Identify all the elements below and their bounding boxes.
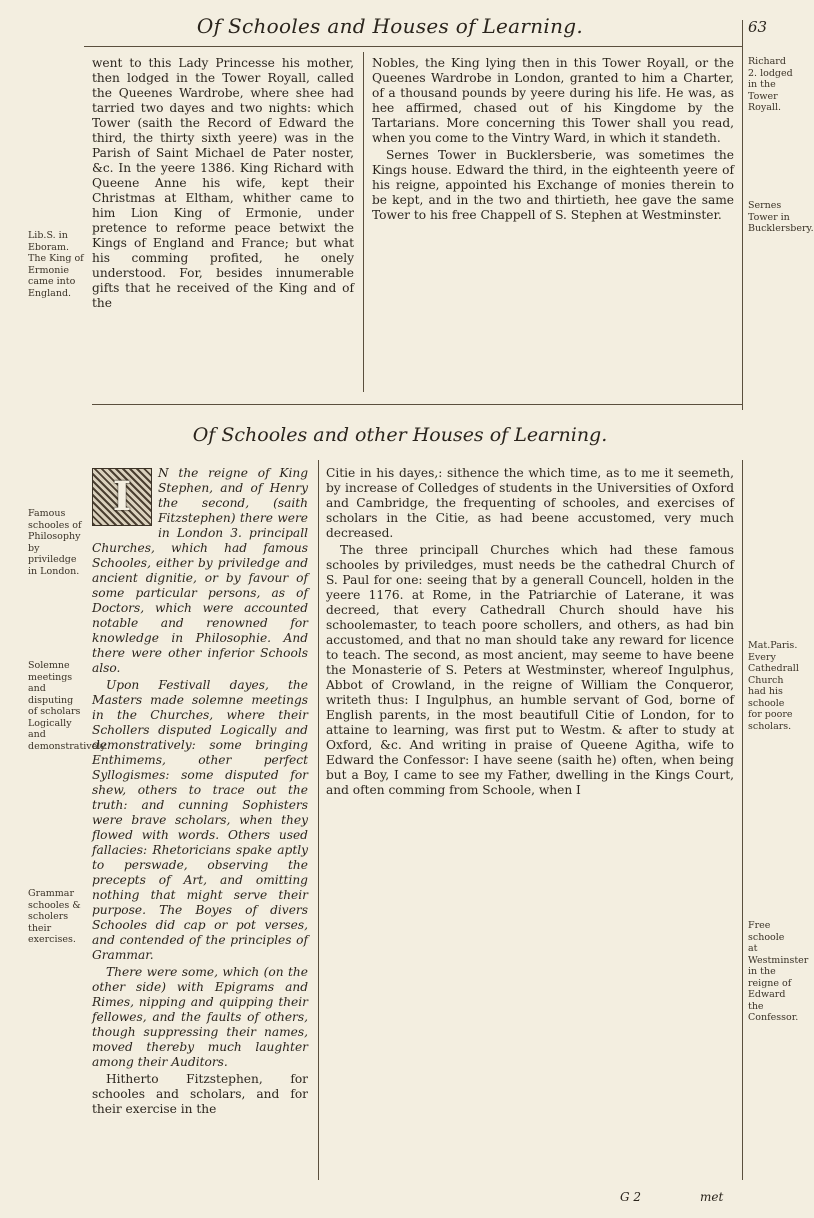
section-heading: Of Schooles and other Houses of Learning. <box>192 424 608 446</box>
paragraph: There were some, which (on the other side) with Epigrams and Rimes, nipping and quipping their fellowes, and the faults of others, though suppressing their names, moved thereby much laughter among their Auditors. <box>92 965 308 1069</box>
paragraph: Upon Festivall dayes, the Masters made solemne meetings in the Churches, where their Schollers disputed Logically and demonstratively: some bringing Enthimems, other perfect Syllogismes: some disputed for shew, others to trace out the truth: and cunning Sophisters were brave scholars, when they flowed with words. Others used fallacies: Rhetoricians spake aptly to perswade, observing the precepts of Art, and omitting nothing that might serve their purpose. The Boyes of divers Schooles did cap or pot verses, and contended of the principles of Grammar. <box>92 678 308 962</box>
margin-note-right-2: Free schoole at Westminster in the reigne of Edward the Confessor. <box>748 920 809 1023</box>
margin-note-left-1: Famous schooles of Philosophy by priviledge in London. <box>28 508 82 577</box>
section-right-column <box>326 466 734 800</box>
right-margin-rule-lower <box>742 460 743 1180</box>
paragraph: The three principall Churches which had these famous schooles by priviledges, must needs be the cathedral Church of S. Paul for one: seeing that by a generall Councell, holden in the yeere 1176. at Rome, in the Patriarchie of Laterane, it was decreed, that every Cathedrall Church should have his schoolemaster, to teach poore schollers, and others, as had bin accustomed, and that no man should take any reward for licence to teach. The second, as most ancient, may seeme to have beene the Monasterie of S. Peters at Westminster, whereof Ingulphus, Abbot of Crowland, in the reigne of William the Conqueror, writeth thus: I Ingulphus, an humble servant of God, borne of English parents, in the most beautifull Citie of London, for to attaine to learning, was first put to Westm. & after to study at Oxford, &c. And writing in praise of Queene Agitha, wife to Edward the Confessor: I have seene (saith he) often, when being but a Boy, I came to see my Father, dwelling in the Kings Court, and often comming from Schoole, when I <box>326 543 734 797</box>
margin-note-left-3: Grammar schooles & scholers their exercises. <box>28 888 81 945</box>
margin-note-top-right-1: Richard 2. lodged in the Tower Royall. <box>748 56 793 113</box>
right-margin-rule <box>742 20 743 410</box>
section-divider-rule <box>92 404 742 405</box>
paragraph: Hitherto Fitzstephen, for schooles and scholars, and for their exercise in the <box>92 1072 308 1116</box>
running-head: Of Schooles and Houses of Learning. <box>196 14 584 38</box>
paragraph: Nobles, the King lying then in this Tower Royall, or the Queenes Wardrobe in London, granted to him a Charter, of a thousand pounds by yeere during his life. He was, as hee affirmed, chased out of his Kingdome by the Tartarians. More concerning this Tower shall you read, when you come to the Vintry Ward, in which it standeth. <box>372 56 734 145</box>
catchword: met <box>700 1190 724 1204</box>
column-divider-section <box>318 460 319 1180</box>
top-left-column <box>92 56 354 313</box>
paragraph: Citie in his dayes,: sithence the which time, as to me it seemeth, by increase of Colledges of students in the Universities of Oxford and Cambridge, the frequenting of schooles, and exercises of scholars in the Citie, as had beene accustomed, very much decreased. <box>326 466 734 540</box>
paragraph: went to this Lady Princesse his mother, then lodged in the Tower Royall, called the Queenes Wardrobe, where shee had tarried two dayes and two nights: which Tower (saith the Record of Edward the third, the thirty sixth yeere) was in the Parish of Saint Michael de Pater noster, &c. In the yeere 1386. King Richard with Queene Anne his wife, kept their Christmas at Eltham, whither came to him Lion King of Ermonie, under pretence to reforme peace betwixt the Kings of England and France; but what his comming profited, he onely understood. For, besides innumerable gifts that he received of the King and of the <box>92 56 354 310</box>
paragraph: Sernes Tower in Bucklersberie, was sometimes the Kings house. Edward the third, in the eighteenth yeere of his reigne, appointed his Exchange of monies therein to be kept, and in the two and thirtieth, hee gave the same Tower to his free Chappell of S. Stephen at Westminster. <box>372 148 734 222</box>
signature-mark: G 2 <box>620 1190 642 1204</box>
top-right-column <box>372 56 734 225</box>
margin-note-left-2: Solemne meetings and disputing of scholars Logically and demonstratively. <box>28 660 108 752</box>
page-number: 63 <box>748 18 768 36</box>
paragraph: N the reigne of King Stephen, and of Henry the second, (saith Fitzstephen) there were in London 3. principall Churches, which had famous Schooles, either by priviledge and ancient dignitie, or by favour of some particular persons, as of Doctors, which were accounted notable and renowned for knowledge in Philosophie. And there were other inferior Schools also. <box>92 466 308 675</box>
margin-note-top-right-2: Sernes Tower in Bucklersbery. <box>748 200 814 234</box>
section-left-column <box>92 466 308 1119</box>
column-divider-top <box>363 52 364 392</box>
margin-note-right-1: Mat.Paris. Every Cathedrall Church had his schoole for poore scholars. <box>748 640 799 732</box>
header-rule <box>84 46 742 47</box>
drop-cap-letter: I <box>112 473 132 520</box>
margin-note-top-left: Lib.S. in Eboram. The King of Ermonie came into England. <box>28 230 84 299</box>
drop-cap <box>92 468 152 526</box>
